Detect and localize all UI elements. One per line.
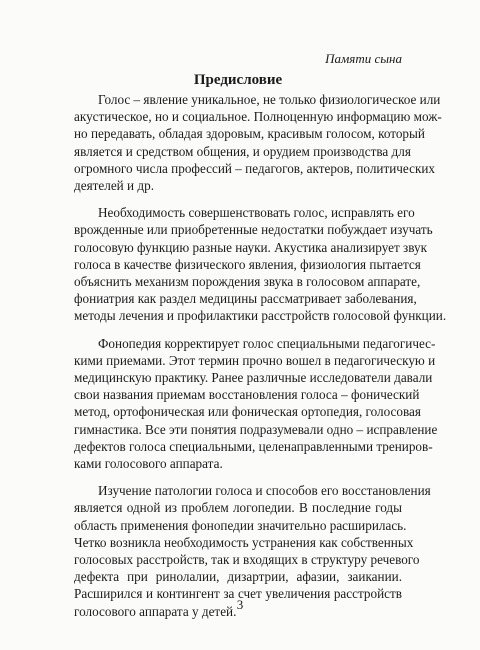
text-line: голосового аппарата у детей.	[74, 603, 237, 619]
text-line: объяснить механизм порождения звука в голосовом аппарате,	[74, 274, 421, 290]
paragraph-2	[74, 204, 447, 324]
text-line: но передавать, обладая здоровым, красивым голосом, который	[74, 126, 425, 142]
text-line: ками голосового аппарата.	[74, 456, 223, 472]
paragraph-1	[74, 91, 442, 194]
text-line: медицинскую практику. Ранее различные исследователи давали	[74, 370, 433, 386]
text-line: свои названия приемам восстановления голоса – фонический	[74, 387, 420, 403]
text-line: голоса в качестве физического явления, физиология пытается	[74, 256, 421, 272]
paragraph-3	[74, 335, 438, 473]
text-line: область применения фонопедии значительно расширилась.	[74, 517, 407, 533]
text-line: голосовых расстройств, так и входящих в структуру речевого	[74, 552, 420, 568]
text-line: метод, ортофоническая или фоническая ортопедия, голосовая	[74, 404, 421, 420]
text-line: является одной из проблем логопедии. В последние годы	[74, 500, 402, 516]
text-line: дефектов голоса специальными, целенаправленными трениров-	[74, 438, 433, 454]
body-text	[74, 91, 447, 620]
text-line: кими приемами. Этот термин прочно вошел в педагогическую и	[74, 352, 436, 368]
text-line: огромного числа профессий – педагогов, актеров, политических	[74, 160, 436, 176]
page-number: 3	[236, 597, 244, 612]
text-line: Расширился и контингент за счет увеличения расстройств	[74, 586, 402, 602]
text-line: методы лечения и профилактики расстройств голосовой функции.	[74, 308, 447, 324]
text-line: Необходимость совершенствовать голос, исправлять его	[98, 205, 415, 221]
dedication: Памяти сына	[325, 51, 402, 66]
text-line: гимнастика. Все эти понятия подразумевали одно – исправление	[74, 421, 438, 437]
text-line: Голос – явление уникальное, не только физиологическое или	[98, 92, 441, 107]
text-line: деятелей и др.	[74, 178, 154, 194]
text-line: Четко возникла необходимость устранения как собственных	[74, 534, 414, 550]
text-line: дефекта при ринолалии, дизартрии, афазии, заикании.	[74, 569, 402, 585]
text-line: акустическое, но и социальное. Полноценную информацию мож-	[74, 109, 442, 125]
text-line: голосовую функцию разные науки. Акустика анализирует звук	[74, 239, 428, 255]
text-line: Изучение патологии голоса и способов его восстановления	[98, 483, 431, 499]
text-line: Фонопедия корректирует голос специальными педагогичес-	[98, 335, 436, 351]
page-title: Предисловие	[193, 72, 283, 88]
text-line: является и средством общения, и орудием производства для	[74, 143, 411, 159]
text-line: врожденные или приобретенные недостатки побуждает изучать	[74, 222, 433, 238]
text-line: фониатрия как раздел медицины рассматривает заболевания,	[74, 291, 417, 307]
